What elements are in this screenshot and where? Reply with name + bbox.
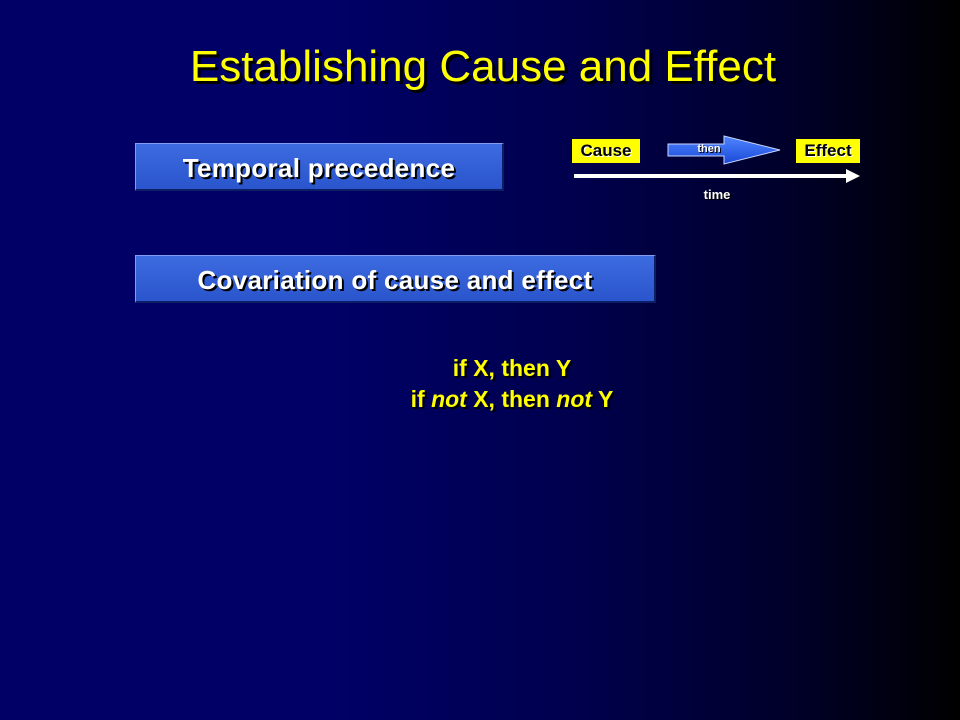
not-emphasis: not: [431, 386, 467, 412]
not-emphasis: not: [556, 386, 593, 412]
condition-text: Y: [592, 386, 614, 412]
condition-text: if: [410, 386, 432, 412]
time-label: time: [703, 187, 731, 202]
cause-label: Cause: [572, 139, 640, 163]
condition-line-2: [300, 386, 724, 413]
condition-text: X, then: [466, 386, 557, 412]
timeline-arrow-icon: [574, 169, 860, 183]
then-label: then: [697, 143, 721, 155]
effect-label: Effect: [796, 139, 860, 163]
temporal-precedence-heading: Temporal precedence: [135, 143, 504, 191]
slide-title: Establishing Cause and Effect: [189, 42, 777, 91]
covariation-heading: Covariation of cause and effect: [135, 255, 656, 303]
condition-line-1: if X, then Y: [452, 355, 572, 381]
